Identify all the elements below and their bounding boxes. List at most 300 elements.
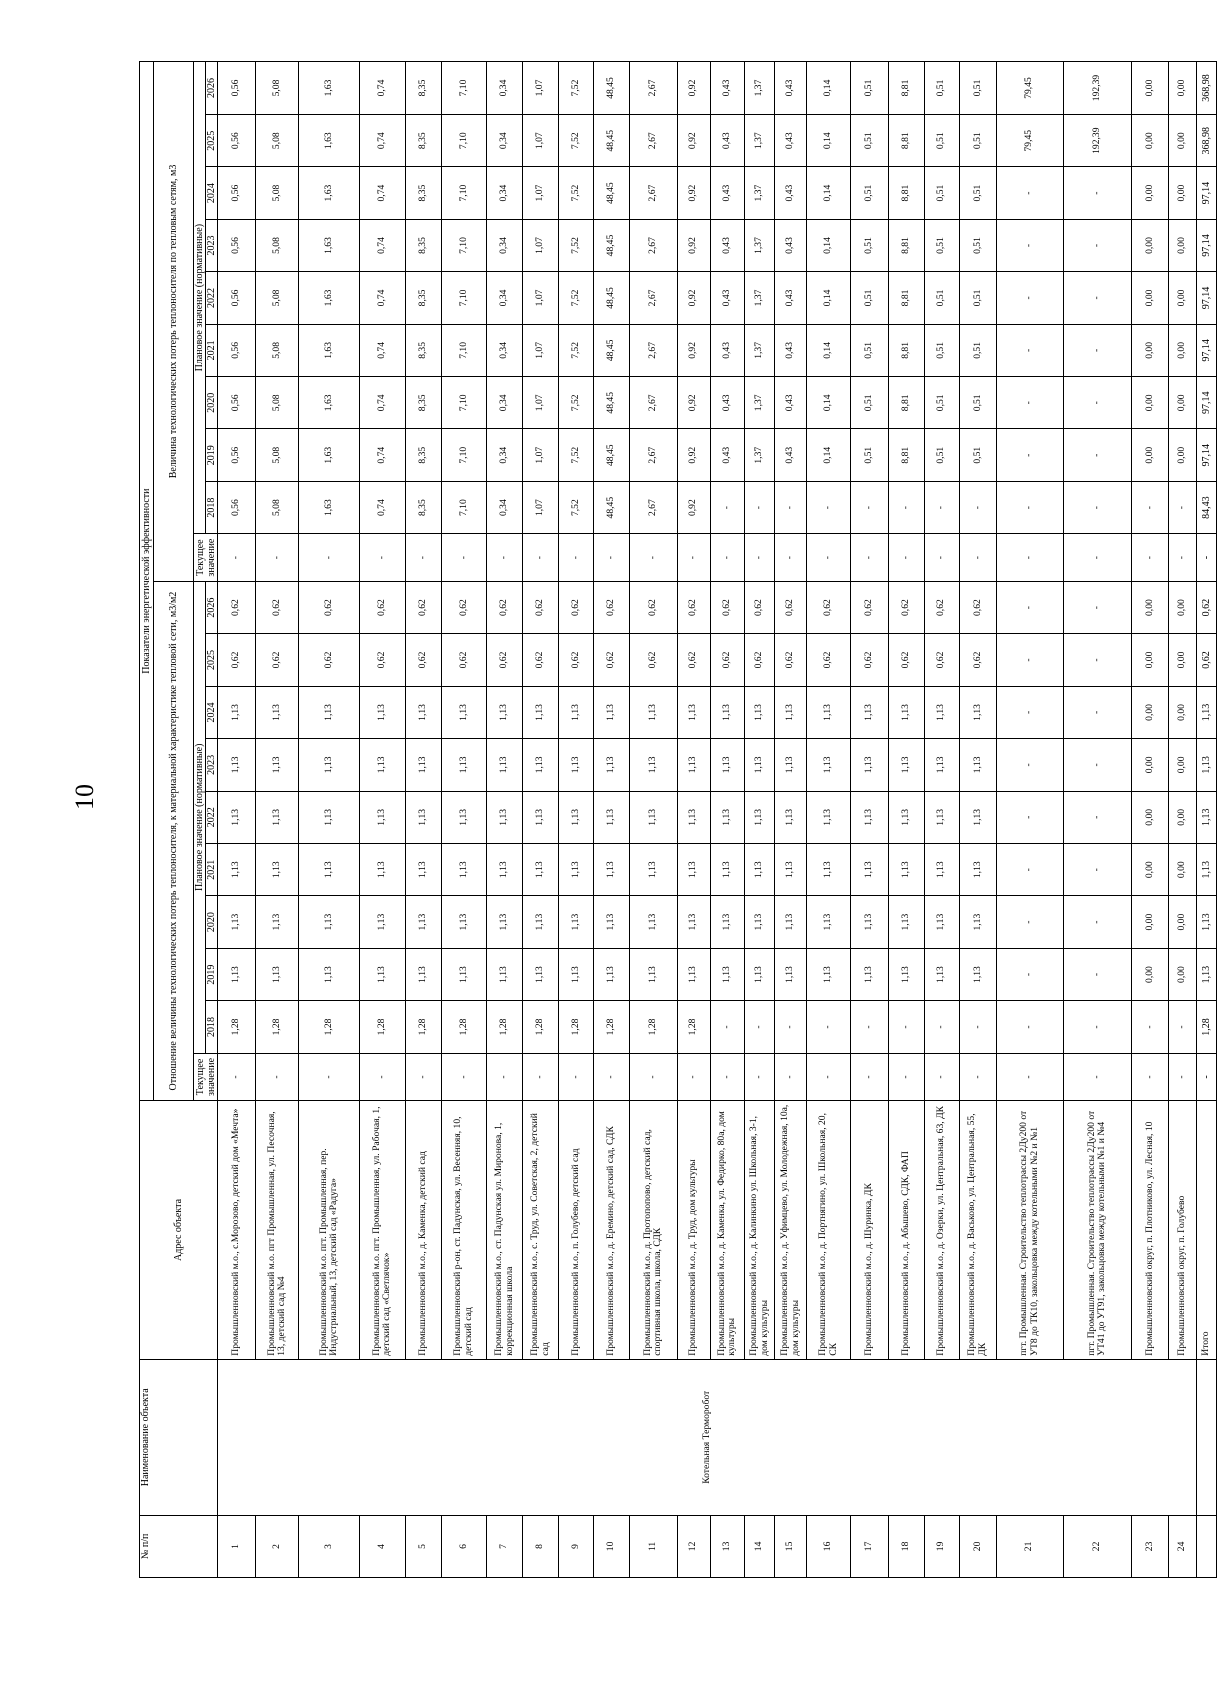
loss-value: 48,45 [594,167,629,219]
total-ratio-value: 1,13 [1196,896,1216,948]
loss-value: - [775,534,807,582]
ratio-value: 1,13 [558,686,593,738]
ratio-value: 0,00 [1168,686,1196,738]
table-row [851,62,889,1578]
table-row [924,62,959,1578]
loss-value: 0,92 [677,429,710,481]
row-number: 6 [442,1515,486,1577]
object-address: Промышленновский округ, п. Голубево [1168,1101,1196,1360]
ratio-value: - [996,686,1063,738]
loss-value: 0,14 [806,114,850,166]
ratio-value: 1,13 [744,896,774,948]
loss-value: 0,74 [360,219,406,271]
ratio-value: 1,13 [299,844,360,896]
row-number: 15 [775,1515,807,1577]
loss-value: 1,07 [523,429,558,481]
loss-value: 0,56 [218,324,256,376]
loss-value: 2,67 [629,429,677,481]
ratio-value: 1,13 [299,896,360,948]
total-ratio-value: 1,13 [1196,686,1216,738]
ratio-value: - [405,1053,442,1101]
table-row [960,62,997,1578]
ratio-value: 0,62 [218,634,256,686]
loss-value: 2,67 [629,377,677,429]
ratio-value: 1,13 [405,896,442,948]
loss-value: 5,08 [256,481,299,533]
object-address: Промышленновский м.о., д. Еремино, детский сад, СДК [594,1101,629,1360]
ratio-value: 1,13 [594,739,629,791]
total-label: Итого [1196,1101,1216,1360]
ratio-value: 1,13 [629,896,677,948]
ratio-value: 1,13 [677,686,710,738]
loss-value: 0,00 [1168,114,1196,166]
loss-value: 1,07 [523,377,558,429]
loss-value: 1,37 [744,219,774,271]
loss-value: 0,34 [486,324,523,376]
loss-value: 0,51 [851,167,889,219]
loss-value: - [1132,534,1169,582]
table-row [710,62,744,1578]
ratio-value: 1,13 [256,948,299,1000]
loss-value: - [806,481,850,533]
loss-value: 48,45 [594,114,629,166]
ratio-value: 0,62 [744,634,774,686]
loss-value: 0,43 [775,377,807,429]
ratio-value: 1,13 [806,739,850,791]
loss-value: 7,52 [558,114,593,166]
loss-value: 0,34 [486,481,523,533]
loss-value: 0,43 [775,62,807,115]
ratio-value: 0,62 [924,581,959,633]
ratio-value: - [851,1001,889,1053]
ratio-value: 1,28 [594,1001,629,1053]
total-ratio-value: 1,13 [1196,844,1216,896]
row-number: 5 [405,1515,442,1577]
loss-value: 0,92 [677,167,710,219]
table-row [299,62,360,1578]
loss-value: 192,39 [1063,114,1131,166]
ratio-value: - [1132,1053,1169,1101]
row-number: 11 [629,1515,677,1577]
loss-value: 1,07 [523,167,558,219]
col-header-address: Адрес объекта [140,1101,218,1360]
object-address: Промышленновский м.о. пгт. Промышленная, пер. Индустриальный, 13, детский сад «Радуга» [299,1101,360,1360]
loss-value: 1,37 [744,167,774,219]
ratio-value: 0,62 [851,581,889,633]
ratio-value: 0,62 [299,581,360,633]
ratio-value: 1,13 [442,791,486,843]
ratio-value: - [924,1053,959,1101]
ratio-value: - [1063,948,1131,1000]
ratio-value: 1,13 [677,948,710,1000]
ratio-value: - [851,1053,889,1101]
ratio-value: - [996,844,1063,896]
total-loss-value: 97,14 [1196,429,1216,481]
ratio-value: 1,13 [442,739,486,791]
ratio-value: 1,13 [360,896,406,948]
table-row [594,62,629,1578]
loss-value: 0,51 [960,324,997,376]
ratio-value: 1,13 [629,844,677,896]
loss-value: 0,14 [806,62,850,115]
loss-value: 0,43 [775,324,807,376]
ratio-value: - [1063,1053,1131,1101]
table-row [1132,62,1169,1578]
loss-value: 0,51 [960,429,997,481]
loss-value: 0,74 [360,167,406,219]
ratio-value: 0,62 [775,581,807,633]
ratio-value: 1,13 [775,791,807,843]
ratio-value: 0,62 [558,581,593,633]
loss-value: 1,07 [523,219,558,271]
ratio-value: 1,13 [594,844,629,896]
ratio-value: 1,13 [889,844,924,896]
ratio-value: 1,13 [218,739,256,791]
ratio-value: - [1063,739,1131,791]
row-number: 2 [256,1515,299,1577]
loss-value: 48,45 [594,324,629,376]
ratio-value: - [996,1001,1063,1053]
ratio-value: 1,13 [218,896,256,948]
ratio-value: - [996,896,1063,948]
ratio-value: 0,00 [1132,634,1169,686]
ratio-plan-header: Плановое значение (нормативные) [194,581,206,1053]
ratio-value: 1,13 [710,791,744,843]
ratio-year-header: 2023 [206,739,218,791]
ratio-value: 1,13 [405,686,442,738]
table-row [1063,62,1131,1578]
loss-value: 48,45 [594,429,629,481]
object-address: Промышленновский м.о. пгт Промышленная, ул. Песочная, 13, детский сад №4 [256,1101,299,1360]
ratio-value: 1,13 [806,896,850,948]
ratio-value: - [924,1001,959,1053]
row-number: 3 [299,1515,360,1577]
loss-value: 2,67 [629,167,677,219]
ratio-value: 1,13 [442,686,486,738]
loss-value: 48,45 [594,219,629,271]
loss-value: - [996,167,1063,219]
row-number: 21 [996,1515,1063,1577]
loss-value: - [442,534,486,582]
loss-value: - [486,534,523,582]
ratio-value: 1,13 [360,844,406,896]
ratio-value: 1,13 [924,686,959,738]
loss-value: 1,37 [744,324,774,376]
ratio-value: 1,13 [299,791,360,843]
loss-value: 0,74 [360,272,406,324]
loss-value: 0,92 [677,272,710,324]
loss-value: 1,37 [744,62,774,115]
ratio-year-header: 2022 [206,791,218,843]
loss-value: - [996,219,1063,271]
loss-value: - [996,324,1063,376]
ratio-value: 0,62 [629,581,677,633]
row-number: 13 [710,1515,744,1577]
ratio-value: - [442,1053,486,1101]
ratio-value: 1,13 [960,739,997,791]
loss-year-header: 2025 [206,114,218,166]
ratio-value: - [806,1053,850,1101]
ratio-value: 1,28 [629,1001,677,1053]
ratio-value: 1,13 [218,686,256,738]
loss-value: - [1063,219,1131,271]
total-ratio-value: 0,62 [1196,581,1216,633]
ratio-value: 1,13 [523,739,558,791]
col-header-name: Наименование объекта [140,1359,218,1515]
loss-value: 0,56 [218,219,256,271]
loss-value: 0,00 [1168,219,1196,271]
ratio-year-header: 2025 [206,634,218,686]
loss-value: 1,37 [744,377,774,429]
loss-value: 1,63 [299,481,360,533]
ratio-value: 0,62 [558,634,593,686]
loss-value: 0,74 [360,114,406,166]
loss-value: - [594,534,629,582]
table-row [677,62,710,1578]
ratio-value: 0,62 [486,581,523,633]
ratio-value: - [256,1053,299,1101]
loss-value: 0,51 [851,377,889,429]
loss-value: - [996,429,1063,481]
loss-value: 0,51 [924,167,959,219]
ratio-value: 0,62 [806,581,850,633]
ratio-value: - [806,1001,850,1053]
loss-value: 7,10 [442,377,486,429]
loss-value: 0,00 [1132,272,1169,324]
total-loss-value: 368,98 [1196,62,1216,115]
loss-value: 2,67 [629,272,677,324]
loss-value: 5,08 [256,377,299,429]
loss-value: 2,67 [629,324,677,376]
loss-value: 0,51 [924,114,959,166]
ratio-value: 1,13 [960,844,997,896]
ratio-value: 1,13 [405,948,442,1000]
loss-value: 8,81 [889,429,924,481]
row-number: 18 [889,1515,924,1577]
ratio-value: 1,13 [710,739,744,791]
loss-value: 0,51 [851,219,889,271]
object-address: Промышленновский м.о., д. Васьково, ул. Центральная, 55, ДК [960,1101,997,1360]
loss-value: - [996,377,1063,429]
ratio-value: 1,13 [889,896,924,948]
loss-value: 0,56 [218,377,256,429]
loss-value: 5,08 [256,324,299,376]
ratio-value: 1,13 [486,686,523,738]
ratio-value: - [558,1053,593,1101]
object-name: Котельная Терморобот [218,1359,1196,1515]
loss-year-header: 2019 [206,429,218,481]
loss-value: 0,74 [360,62,406,115]
ratio-value: 1,28 [256,1001,299,1053]
loss-value: 0,43 [710,272,744,324]
row-number: 10 [594,1515,629,1577]
ratio-value: 1,28 [442,1001,486,1053]
ratio-value: 1,13 [806,791,850,843]
loss-value: 5,08 [256,114,299,166]
loss-value: 1,63 [299,62,360,115]
loss-value: - [1063,324,1131,376]
loss-value: 1,07 [523,272,558,324]
ratio-value: 1,13 [594,791,629,843]
loss-value: 0,74 [360,429,406,481]
ratio-value: 1,13 [256,739,299,791]
ratio-value: 1,13 [851,686,889,738]
table-row [360,62,406,1578]
ratio-value: 1,13 [442,896,486,948]
loss-value: 0,56 [218,429,256,481]
loss-value: 1,07 [523,114,558,166]
loss-value: - [218,534,256,582]
table-row [996,62,1063,1578]
ratio-value: 0,62 [960,634,997,686]
loss-value: 0,92 [677,377,710,429]
loss-value: 0,51 [960,62,997,115]
loss-value: - [996,534,1063,582]
loss-value: 7,10 [442,272,486,324]
ratio-value: - [1063,1001,1131,1053]
loss-value: 2,67 [629,481,677,533]
row-number: 12 [677,1515,710,1577]
page-number: 10 [70,784,99,810]
ratio-value: - [744,1001,774,1053]
row-number: 24 [1168,1515,1196,1577]
loss-value: 5,08 [256,219,299,271]
ratio-value: - [996,739,1063,791]
loss-value: 7,10 [442,114,486,166]
total-ratio-value: 1,13 [1196,791,1216,843]
ratio-value: 1,13 [806,948,850,1000]
ratio-value: - [1168,1053,1196,1101]
total-loss-value: 97,14 [1196,324,1216,376]
loss-year-header: 2018 [206,481,218,533]
loss-value: - [924,481,959,533]
ratio-value: 0,62 [360,634,406,686]
loss-value: 1,63 [299,429,360,481]
ratio-value: 1,28 [360,1001,406,1053]
ratio-value: 0,00 [1132,791,1169,843]
ratio-year-header: 2024 [206,686,218,738]
loss-year-header: 2023 [206,219,218,271]
ratio-value: - [629,1053,677,1101]
ratio-value: 1,13 [775,739,807,791]
loss-value: - [744,534,774,582]
ratio-value: 1,28 [405,1001,442,1053]
ratio-value: 1,13 [775,896,807,948]
loss-value: - [806,534,850,582]
ratio-value: - [996,634,1063,686]
object-address: Промышленновский м.о., д. Протопопово, детский сад, спортивная школа, школа, СДК [629,1101,677,1360]
loss-plan-header: Плановое значение (нормативные) [194,62,206,534]
loss-value: 0,51 [924,219,959,271]
table-row [558,62,593,1578]
loss-value: - [1063,272,1131,324]
object-address: Промышленновский м.о., д. Уфимцево, ул. Молодежная, 10а, дом культуры [775,1101,807,1360]
ratio-value: 1,13 [442,948,486,1000]
loss-value: 1,37 [744,272,774,324]
loss-value: 0,56 [218,167,256,219]
ratio-value: 0,62 [405,581,442,633]
loss-value: - [1063,481,1131,533]
loss-value: 1,07 [523,62,558,115]
indicators-header: Показатели энергетической эффективности [140,62,154,1101]
ratio-value: 1,13 [558,844,593,896]
ratio-value: 1,13 [924,739,959,791]
ratio-value: 1,13 [523,896,558,948]
table-row [889,62,924,1578]
row-number: 17 [851,1515,889,1577]
ratio-value: 0,62 [677,581,710,633]
ratio-value: 0,62 [256,634,299,686]
loss-value: 8,35 [405,62,442,115]
loss-value: 0,92 [677,114,710,166]
ratio-value: 1,13 [924,791,959,843]
ratio-value: 1,13 [710,896,744,948]
loss-value: 0,74 [360,481,406,533]
ratio-value: 1,13 [360,686,406,738]
ratio-value: 1,13 [924,896,959,948]
loss-value: 0,92 [677,324,710,376]
loss-value: - [889,481,924,533]
loss-value: 1,63 [299,219,360,271]
ratio-value: 1,13 [405,739,442,791]
loss-value: 2,67 [629,114,677,166]
ratio-value: 1,13 [360,739,406,791]
ratio-value: 1,13 [486,896,523,948]
loss-year-header: 2020 [206,377,218,429]
ratio-value: - [710,1001,744,1053]
ratio-value: 1,13 [256,896,299,948]
ratio-value: 0,62 [442,634,486,686]
loss-value: 7,10 [442,324,486,376]
loss-value: 0,43 [775,219,807,271]
ratio-value: 0,62 [442,581,486,633]
loss-value: 0,51 [924,429,959,481]
loss-value: - [405,534,442,582]
ratio-value: 0,00 [1168,739,1196,791]
loss-year-header: 2022 [206,272,218,324]
ratio-value: - [1063,896,1131,948]
ratio-value: 1,28 [299,1001,360,1053]
ratio-value: - [1063,791,1131,843]
ratio-value: - [1168,1001,1196,1053]
loss-value: 7,10 [442,167,486,219]
ratio-value: - [1063,634,1131,686]
loss-value: 0,34 [486,167,523,219]
object-address: Промышленновский м.о., ст. Падунская ул. Миронова, 1, коррекционная школа [486,1101,523,1360]
total-loss-value: - [1196,534,1216,582]
loss-value: - [889,534,924,582]
loss-value: 0,43 [710,377,744,429]
loss-value: 8,35 [405,272,442,324]
ratio-value: 1,13 [629,948,677,1000]
object-address: Промышленновский м.о. пгт. Промышленная, ул. Рабочая, 1, детский сад «Светлячок» [360,1101,406,1360]
total-ratio-value: 1,13 [1196,948,1216,1000]
loss-value: 0,34 [486,219,523,271]
table-row [523,62,558,1578]
ratio-value: 1,13 [405,844,442,896]
ratio-value: 1,13 [744,948,774,1000]
ratio-value: - [299,1053,360,1101]
loss-value: 0,34 [486,377,523,429]
loss-current-header: Текущее значение [194,534,218,582]
loss-value: 0,51 [851,324,889,376]
ratio-value: 0,62 [629,634,677,686]
ratio-value: - [996,791,1063,843]
ratio-value: 1,13 [523,686,558,738]
ratio-value: 1,13 [218,948,256,1000]
ratio-value: 1,13 [629,791,677,843]
ratio-value: 0,00 [1132,581,1169,633]
